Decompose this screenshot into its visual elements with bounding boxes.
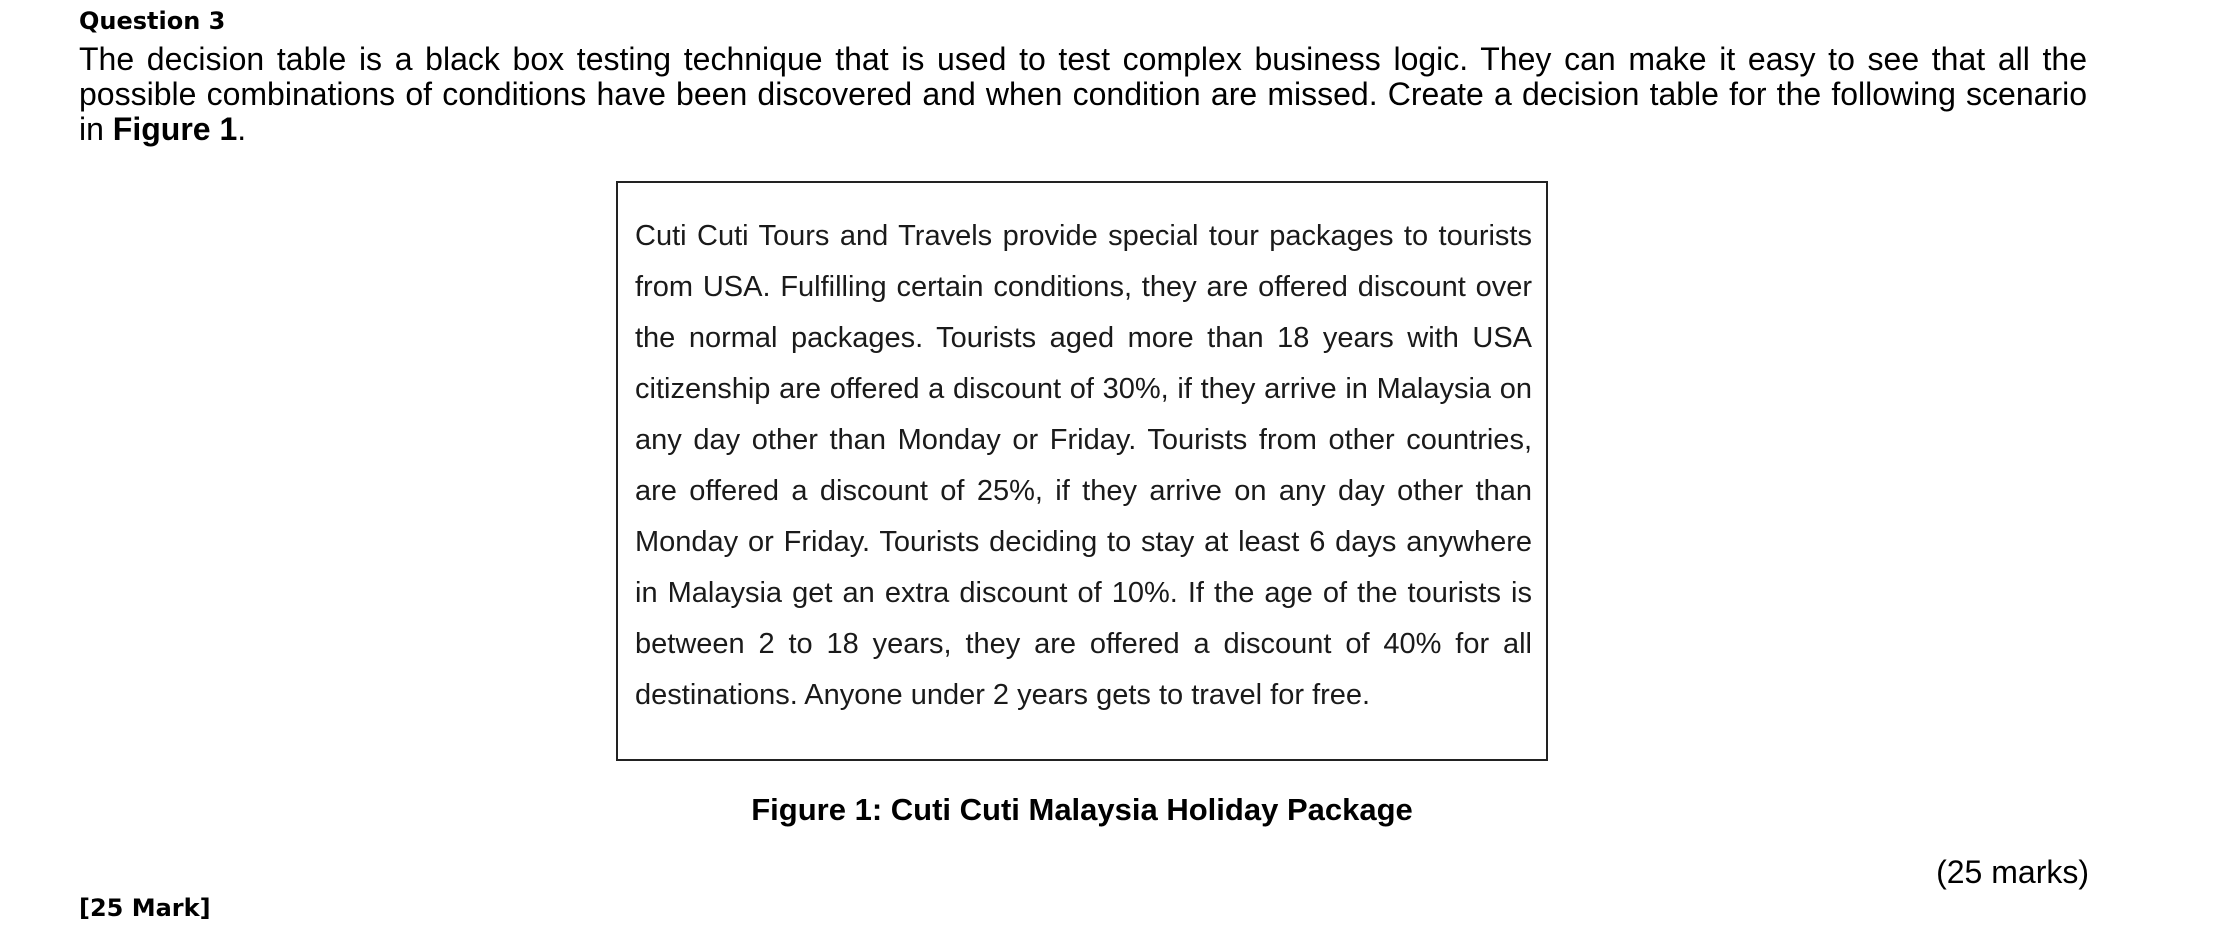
question-body-end: . [237,111,247,147]
scenario-line: Cuti Cuti Tours and Travels provide special tour packages to tourists [635,220,1532,252]
scenario-line: citizenship are offered a discount of 30%, if they arrive in Malaysia on [635,373,1532,405]
question-heading: Question 3 [79,7,226,35]
scenario-line: any day other than Monday or Friday. Tourists from other countries, [635,424,1532,456]
question-body-text: The decision table is a black box testing technique that is used to test complex business logic. They can make it easy to see that all the possible combinations of conditions have been discovered and when condition are missed. Create a decision table for the following scenario in [79,41,2087,147]
scenario-text [635,211,1532,721]
scenario-line: in Malaysia get an extra discount of 10%. If the age of the tourists is [635,577,1532,609]
figure-caption: Figure 1: Cuti Cuti Malaysia Holiday Package [751,792,1413,827]
scenario-line: the normal packages. Tourists aged more than 18 years with USA [635,322,1532,354]
scenario-line: Monday or Friday. Tourists deciding to stay at least 6 days anywhere [635,526,1532,558]
total-mark-label: [25 Mark] [79,894,211,922]
scenario-line: destinations. Anyone under 2 years gets to travel for free. [635,679,1371,711]
figure-reference: Figure 1 [112,111,238,147]
scenario-line: from USA. Fulfilling certain conditions, they are offered discount over [635,271,1532,303]
scenario-line: are offered a discount of 25%, if they arrive on any day other than [635,475,1532,507]
scenario-line: between 2 to 18 years, they are offered a discount of 40% for all [635,628,1532,660]
marks-allocation: (25 marks) [1936,854,2089,890]
scenario-figure-box [616,181,1548,761]
question-body [79,42,2087,147]
